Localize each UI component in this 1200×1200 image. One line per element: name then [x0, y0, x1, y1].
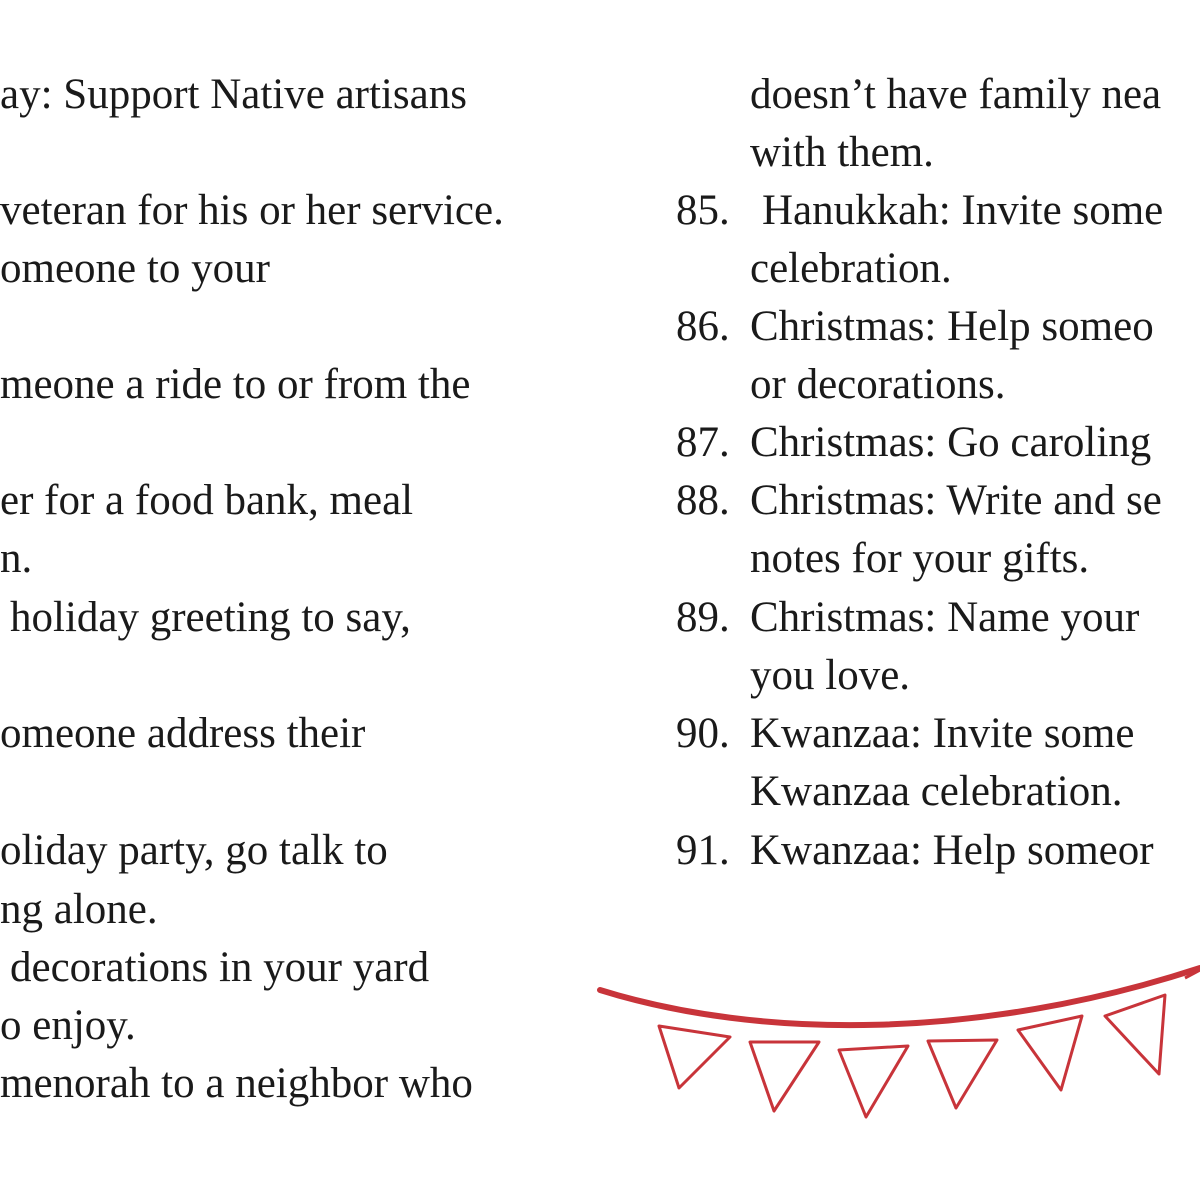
pennant-flag: [1018, 1016, 1082, 1090]
item-line: notes for your gifts.: [750, 535, 1090, 582]
left-line-6: n.: [0, 535, 33, 582]
pennant-flag: [839, 1046, 908, 1117]
item-number: 87.: [676, 419, 730, 466]
bunting-string: [600, 968, 1200, 1025]
left-line-5: er for a food bank, meal: [0, 477, 414, 524]
left-line-8: omeone address their: [0, 710, 366, 757]
left-line-12: o enjoy.: [0, 1002, 136, 1049]
item-line: Christmas: Write and se: [750, 477, 1162, 524]
item-number: 86.: [676, 303, 730, 350]
left-line-3: omeone to your: [0, 245, 270, 292]
left-line-2: veteran for his or her service.: [0, 187, 504, 234]
item-line: Christmas: Help someo: [750, 303, 1154, 350]
item-line: Kwanzaa: Invite some: [750, 710, 1135, 757]
item-line: or decorations.: [750, 361, 1006, 408]
pennant-flag: [928, 1040, 997, 1108]
pennant-flag: [750, 1042, 819, 1111]
item-line: Christmas: Go caroling: [750, 419, 1152, 466]
left-line-7: holiday greeting to say,: [10, 594, 411, 641]
item-number: 90.: [676, 710, 730, 757]
continuation-line-2: with them.: [750, 129, 934, 176]
left-line-9: oliday party, go talk to: [0, 827, 388, 874]
item-line: you love.: [750, 652, 911, 699]
item-line: Kwanzaa: Help someor: [750, 827, 1154, 874]
item-line: Kwanzaa celebration.: [750, 768, 1123, 815]
pennant-flag: [659, 1026, 730, 1088]
left-line-10: ng alone.: [0, 886, 158, 933]
item-number: 88.: [676, 477, 730, 524]
item-number: 85.: [676, 187, 730, 234]
left-line-4: meone a ride to or from the: [0, 361, 471, 408]
left-line-13: menorah to a neighbor who: [0, 1060, 473, 1107]
left-line-11: decorations in your yard: [10, 944, 430, 991]
item-line: Hanukkah: Invite some: [762, 187, 1164, 234]
item-number: 89.: [676, 594, 730, 641]
pennant-flag: [1105, 995, 1165, 1074]
item-number: 91.: [676, 827, 730, 874]
continuation-line-1: doesn’t have family nea: [750, 71, 1162, 118]
left-line-1: ay: Support Native artisans: [0, 71, 467, 118]
item-line: celebration.: [750, 245, 952, 292]
item-line: Christmas: Name your: [750, 594, 1140, 641]
